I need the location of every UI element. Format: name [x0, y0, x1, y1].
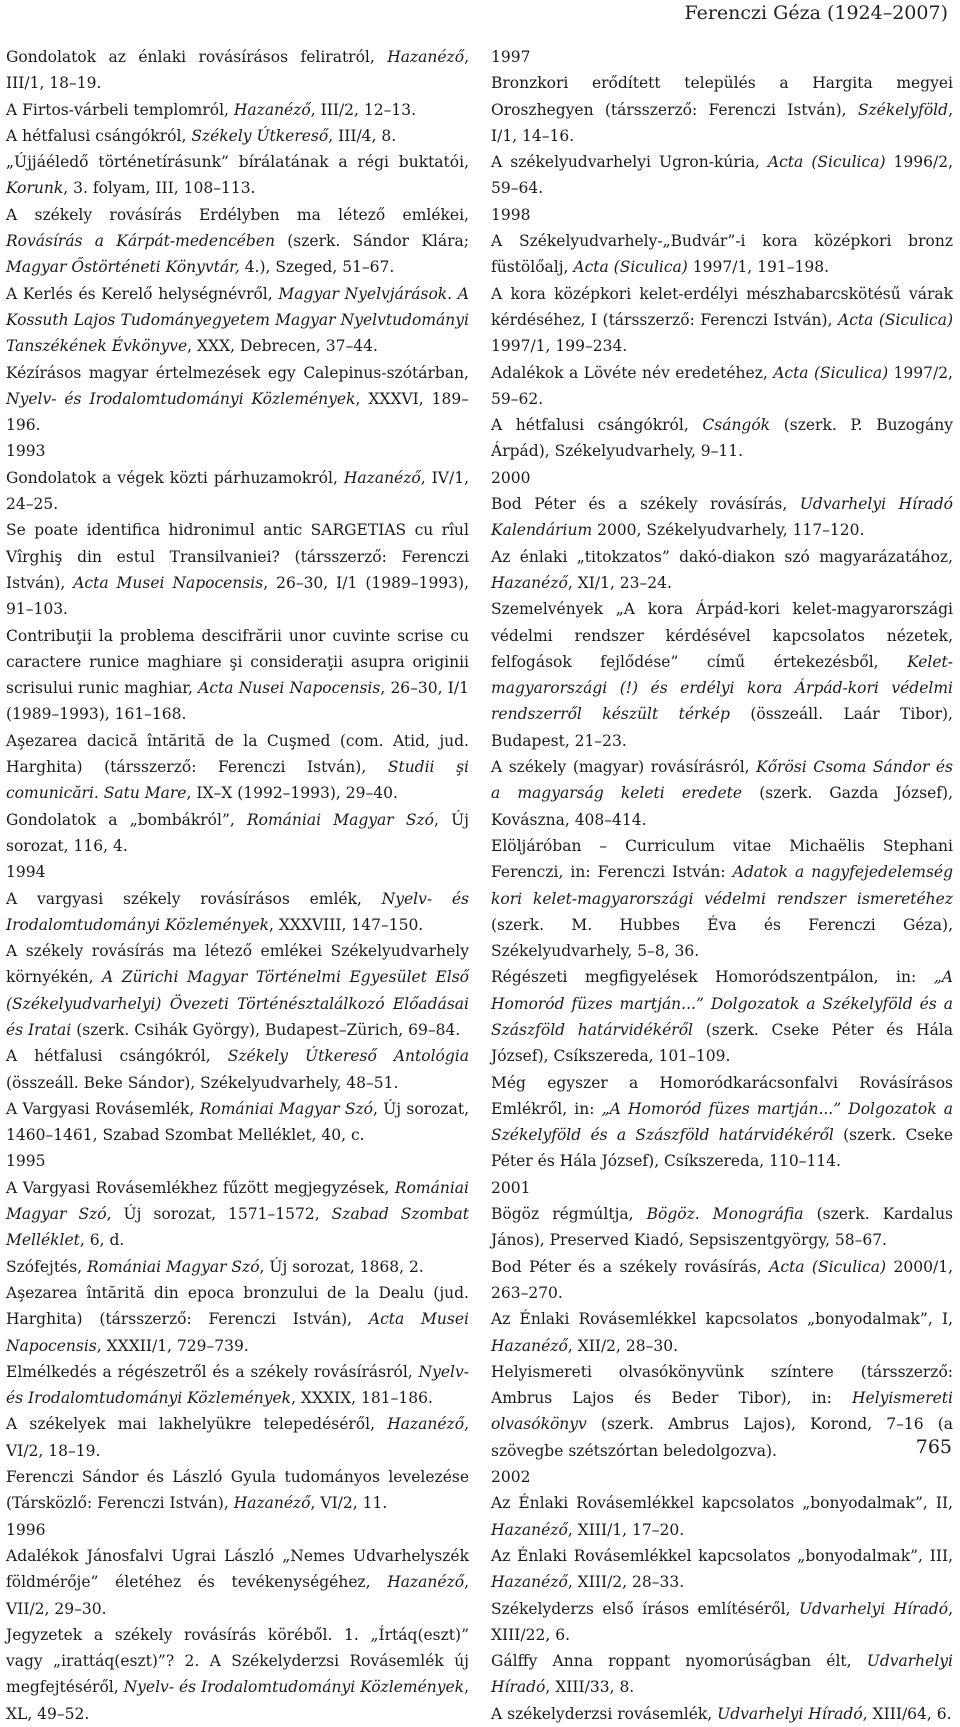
bibliography-entry — [6, 360, 469, 439]
bibliography-entry — [491, 1306, 953, 1359]
bibliography-entry — [6, 728, 469, 807]
year-heading — [491, 1464, 953, 1490]
left-column — [6, 44, 469, 1727]
publication-title: Székely Útkereső — [191, 126, 329, 145]
entry-text: (szerk. P. Buzogány Árpád), Székelyudvarhely, 9–11. — [491, 416, 953, 461]
publication-title: Udvarhelyi Híradó — [491, 1652, 953, 1697]
publication-title: Csángók — [702, 416, 771, 435]
entry-text: A Székelyudvarhely-„Budvár”-i kora középkori bronz füstölőalj, — [491, 232, 953, 277]
entry-text: Régészeti megfigyelések Homoródszentpálon, in: — [491, 968, 934, 987]
entry-text: , VI/2, 11. — [310, 1494, 388, 1513]
bibliography-entry — [6, 938, 469, 1043]
entry-text: Kézírásos magyar értelmezések egy Calepinus-szótárban, — [6, 363, 469, 382]
entry-text: Székelyderzs első írásos említéséről, — [491, 1599, 799, 1618]
entry-text: Elmélkedés a régészetről és a székely rovásírásról, — [6, 1362, 419, 1381]
publication-title: Nyelv- és Irodalomtudományi Közlemények — [6, 389, 356, 408]
entry-text: Ferenczi Sándor és László Gyula tudományos levelezése (Társközlő: Ferenczi István), — [6, 1468, 469, 1513]
publication-title: Romániai Magyar Szó — [6, 1178, 469, 1224]
bibliography-entry — [6, 465, 469, 518]
publication-title: Acta Musei Napocensis — [6, 1310, 469, 1355]
bibliography-entry — [6, 123, 469, 149]
publication-title: Magyar Őstörténeti Könyvtár, — [6, 258, 240, 277]
publication-title: Udvarhelyi Híradó — [798, 1599, 949, 1618]
bibliography-entry — [491, 964, 953, 1069]
bibliography-entry — [6, 886, 469, 939]
publication-title: Székely Útkereső Antológia — [227, 1047, 469, 1066]
entry-text: Gálffy Anna roppant nyomorúságban élt, — [491, 1652, 867, 1671]
year-heading — [6, 438, 469, 464]
bibliography-entry — [491, 149, 953, 202]
entry-text: , IV/1, 24–25. — [6, 468, 470, 514]
publication-title: Bögöz. Monográfia — [646, 1205, 804, 1224]
entry-text: A székelyderzsi rovásemlék, — [491, 1704, 718, 1723]
entry-text: Aşezarea dacică întărită de la Cuşmed (com. Atid, jud. Harghita) (társszerző: Ferenczi István), — [6, 731, 469, 777]
publication-title: Romániai Magyar Szó — [87, 1257, 260, 1276]
bibliography-entry — [6, 202, 469, 281]
publication-title: Hazanéző — [491, 1520, 568, 1539]
entry-text: A hétfalusi csángókról, — [491, 416, 703, 435]
publication-title: Adatok a nagyfejedelemség kori kelet-magyarországi védelmi rendszer ismeretéhez — [491, 863, 953, 908]
publication-title: Hazanéző — [387, 1573, 465, 1592]
entry-text: 1997/1, 191–198. — [687, 258, 830, 277]
bibliography-entry — [6, 1543, 469, 1622]
entry-text: Jegyzetek a székely rovásírás köréből. 1. „Írtáq(eszt)” vagy „irattáq(eszt)”? 2. A Székelyderzsi Rovásemlék új megfejtéséről, — [6, 1625, 469, 1697]
entry-text: , Új sorozat, 1571–1572, — [106, 1205, 332, 1224]
entry-text: , VI/2, 18–19. — [6, 1415, 469, 1460]
entry-text: Adalékok a Lövéte név eredetéhez, — [491, 363, 774, 382]
publication-title: Hazanéző — [387, 1415, 465, 1434]
entry-text: , III/2, 12–13. — [310, 100, 417, 119]
entry-text: Bronzkori erődített település a Hargita megyei Oroszhegyen (társszerző: Ferenczi István), — [491, 74, 953, 119]
publication-title: „A Homoród füzes martján...” Dolgozatok a Székelyföld és a Szászföld határvidékéről — [491, 1099, 954, 1145]
bibliography-entry — [6, 807, 469, 860]
entry-text: (szerk. Csihák György), Budapest–Zürich, 69–84. — [71, 1020, 461, 1039]
publication-title: Kelet-magyarországi (!) és erdélyi kora Árpád-kori védelmi rendszerről készült térkép — [491, 652, 953, 724]
bibliography-entry — [491, 1201, 953, 1254]
bibliography-entry — [491, 1359, 953, 1464]
bibliography-entry — [6, 1254, 469, 1280]
entry-text: , XXX, Debrecen, 37–44. — [187, 337, 378, 356]
entry-text: 2000 — [491, 468, 531, 487]
entry-text: 2001 — [491, 1178, 531, 1197]
bibliography-entry — [491, 833, 953, 964]
entry-text: , XIII/1, 17–20. — [567, 1520, 685, 1539]
entry-text: 4.), Szeged, 51–67. — [239, 258, 395, 277]
entry-text: 1998 — [491, 205, 531, 224]
entry-text: , I/1, 14–16. — [491, 100, 953, 145]
entry-text: , IX–X (1992–1993), 29–40. — [186, 784, 398, 803]
entry-text: 1995 — [6, 1152, 46, 1171]
right-column — [491, 44, 953, 1727]
entry-text: Adalékok Jánosfalvi Ugrai László „Nemes Udvarhelyszék földmérője” életéhez és tevékenységéhez, — [6, 1546, 469, 1592]
bibliography-entry — [491, 544, 953, 597]
bibliography-entry — [6, 44, 469, 97]
publication-title: Hazanéző — [491, 1573, 568, 1592]
bibliography-entry — [6, 1043, 469, 1096]
entry-text: (szerk. Cseke Péter és Hála József), Csíkszereda, 101–109. — [491, 1020, 954, 1066]
entry-text: Bögöz régmúltja, — [491, 1205, 647, 1224]
publication-title: Romániai Magyar Szó — [246, 810, 434, 829]
bibliography-entry — [6, 281, 469, 360]
bibliography-entry — [6, 517, 469, 622]
publication-title: Romániai Magyar Szó — [199, 1099, 373, 1118]
bibliography-entry — [491, 1490, 953, 1543]
entry-text: Gondolatok az énlaki rovásírásos feliratról, — [6, 48, 388, 66]
entry-text: , 6, d. — [79, 1231, 125, 1250]
entry-text: Az Énlaki Rovásemlékkel kapcsolatos „bonyodalmak”, I, — [491, 1310, 953, 1329]
entry-text: A kora középkori kelet-erdélyi mészhabarcskötésű várak kérdéséhez, I (társszerző: Ferenczi István), — [491, 284, 953, 329]
entry-text: A székelyudvarhelyi Ugron-kúria, — [491, 153, 768, 172]
bibliography-entry — [491, 1596, 953, 1649]
year-heading — [491, 1175, 953, 1201]
bibliography-entry — [6, 149, 469, 202]
publication-title: „A Homoród füzes martján...” Dolgozatok a Székelyföld és a Szászföld határvidékéről — [491, 968, 953, 1039]
publication-title: Korunk — [6, 179, 64, 198]
year-heading — [6, 859, 469, 885]
publication-title: Hazanéző — [343, 468, 421, 487]
bibliography-entry — [6, 1359, 469, 1412]
entry-text: A székely (magyar) rovásírásról, — [491, 758, 757, 777]
entry-text: A székely rovásírás Erdélyben ma létező emlékei, — [6, 205, 469, 224]
publication-title: Magyar Nyelvjárások. A Kossuth Lajos Tudományegyetem Magyar Nyelvtudományi Tanszékének Évkönyve — [6, 284, 470, 356]
entry-text: 1994 — [6, 863, 46, 882]
publication-title: Hazanéző — [387, 48, 465, 66]
bibliography-entry — [491, 228, 953, 281]
publication-title: Acta Musei Napocensis — [73, 573, 264, 592]
entry-text: (szerk. Cseke Péter és Hála József), Csíkszereda, 110–114. — [491, 1126, 953, 1171]
publication-title: Nyelv- és Irodalomtudományi Közlemények — [6, 889, 469, 934]
publication-title: Acta (Siculica) — [773, 363, 889, 382]
publication-title: Helyismereti olvasókönyv — [491, 1389, 953, 1434]
entry-text: 1997/2, 59–62. — [491, 363, 953, 408]
entry-text: A székelyek mai lakhelyükre telepedéséről, — [6, 1415, 388, 1434]
year-heading — [491, 465, 953, 491]
bibliography-entry — [491, 1648, 953, 1701]
entry-text: Gondolatok a „bombákról”, — [6, 810, 247, 829]
entry-text: Helyismereti olvasókönyvünk színtere (társszerző: Ambrus Lajos és Beder Tibor), in: — [491, 1362, 953, 1408]
bibliography-entry — [491, 1070, 953, 1175]
entry-text: , XIII/33, 8. — [545, 1678, 635, 1697]
bibliography-entry — [491, 281, 953, 360]
entry-text: A Vargyasi Rovásemlékhez fűzött megjegyzések, — [6, 1178, 395, 1197]
entry-text: 1997/1, 199–234. — [491, 337, 628, 356]
publication-title: Kőrösi Csoma Sándor és a magyarság keleti eredete — [491, 758, 954, 803]
bibliography-entry — [6, 1622, 469, 1727]
publication-title: Acta (Siculica) — [767, 153, 886, 172]
entry-text: Aşezarea întărită din epoca bronzului de la Dealu (jud. Harghita) (társszerző: Ferenczi István), — [6, 1283, 469, 1329]
entry-text: , XII/2, 28–30. — [567, 1336, 679, 1355]
publication-title: Rovásírás a Kárpát-medencében — [6, 232, 275, 251]
year-heading — [6, 1148, 469, 1174]
bibliography-entry — [491, 1254, 953, 1307]
entry-text: A hétfalusi csángókról, — [6, 126, 192, 145]
entry-text: , XXXII/1, 729–739. — [96, 1336, 249, 1355]
entry-text: (összeáll. Laár Tibor), Budapest, 21–23. — [491, 705, 953, 750]
entry-text: (szerk. Sándor Klára; — [275, 232, 469, 251]
publication-title: Nyelv- és Irodalomtudományi Közlemények — [123, 1678, 465, 1697]
bibliography-entry — [6, 1464, 469, 1517]
entry-text: , XI/1, 23–24. — [567, 573, 672, 592]
entry-text: , 3. folyam, III, 108–113. — [63, 179, 256, 198]
entry-text: 1996/2, 59–64. — [491, 153, 954, 198]
entry-text: Szemelvények „A kora Árpád-kori kelet-magyarországi védelmi rendszer kérdésével kapcsolatos nézetek, felfogások fejlődése” című értekezésből, — [491, 600, 953, 671]
entry-text: 1993 — [6, 442, 46, 461]
entry-text: , VII/2, 29–30. — [6, 1573, 469, 1618]
entry-text: (összeáll. Beke Sándor), Székelyudvarhely, 48–51. — [6, 1073, 399, 1092]
entry-text: , XIII/2, 28–33. — [567, 1573, 685, 1592]
entry-text: 2002 — [491, 1468, 531, 1487]
entry-text: (szerk. Ambrus Lajos), Korond, 7–16 (a szövegbe szétszórtan beledolgozva). — [491, 1415, 953, 1460]
bibliography-entry — [491, 412, 953, 465]
entry-text: , III/1, 18–19. — [6, 48, 469, 93]
entry-text: Bod Péter és a székely rovásírás, — [491, 1257, 770, 1276]
entry-text: (szerk. Gazda József), Kovászna, 408–414. — [491, 784, 953, 829]
publication-title: Szabad Szombat Melléklet — [6, 1205, 469, 1250]
entry-text: Elöljáróban – Curriculum vitae Michaëlis Stephani Ferenczi, in: Ferenczi István: — [491, 836, 953, 882]
entry-text: Szófejtés, — [6, 1257, 88, 1276]
entry-text: A Kerlés és Kerelő helységnévről, — [6, 284, 279, 303]
bibliography-entry — [6, 1175, 469, 1254]
entry-text: Contribuţii la problema descifrării unor cuvinte scrise cu caractere runice maghiare şi consideraţii asupra originii scrisului runic maghiar, — [6, 626, 469, 698]
running-header: Ferenczi Géza (1924–2007) — [684, 2, 948, 24]
entry-text: 2000, Székelyudvarhely, 117–120. — [592, 521, 865, 540]
publication-title: Studii şi comunicări. Satu Mare — [6, 758, 469, 803]
entry-text: A székely rovásírás ma létező emlékei Székelyudvarhely környékén, — [6, 942, 469, 987]
year-heading — [6, 1517, 469, 1543]
publication-title: Acta (Siculica) — [769, 1257, 887, 1276]
entry-text: , XXXVI, 189–196. — [6, 389, 470, 435]
entry-text: Se poate identifica hidronimul antic SARGETIAS cu rîul Vîrghiş din estul Transilvaniei? (társszerző: Ferenczi István), — [6, 521, 469, 592]
page-number: 765 — [915, 1436, 952, 1458]
year-heading — [491, 202, 953, 228]
entry-text: , Új sorozat, 1868, 2. — [259, 1257, 424, 1276]
entry-text: 1996 — [6, 1520, 46, 1539]
publication-title: Acta (Siculica) — [838, 310, 953, 329]
entry-text: „Újjáéledő történetírásunk” bírálatának a régi buktatói, — [6, 153, 469, 172]
entry-text: , XIII/22, 6. — [491, 1599, 953, 1644]
entry-text: Az Énlaki Rovásemlékkel kapcsolatos „bonyodalmak”, III, — [491, 1546, 953, 1565]
entry-text: , XXXIX, 181–186. — [291, 1389, 433, 1408]
bibliography-entry — [491, 1701, 953, 1727]
bibliography-entry — [6, 623, 469, 728]
publication-title: A Zürichi Magyar Történelmi Egyesület Első (Székelyudvarhelyi) Övezeti Történésztalálkozó Előadásai és Iratai — [6, 968, 469, 1039]
publication-title: Hazanéző — [491, 1336, 568, 1355]
bibliography-entry — [6, 1280, 469, 1359]
publication-title: Udvarhelyi Híradó — [717, 1704, 863, 1723]
publication-title: Acta Nusei Napocensis — [198, 679, 381, 698]
entry-text: (szerk. M. Hubbes Éva és Ferenczi Géza), Székelyudvarhely, 5–8, 36. — [491, 915, 953, 961]
entry-text: Az énlaki „titokzatos” dakó-diakon szó magyarázatához, — [491, 547, 953, 566]
entry-text: 1997 — [491, 48, 531, 66]
bibliography-entry — [491, 70, 953, 149]
entry-text: , 26–30, I/1 (1989–1993), 91–103. — [6, 573, 470, 619]
entry-text: , XXXVIII, 147–150. — [269, 915, 424, 934]
entry-text: A Vargyasi Rovásemlék, — [6, 1099, 200, 1118]
publication-title: Hazanéző — [491, 573, 568, 592]
entry-text: , 26–30, I/1 (1989–1993), 161–168. — [6, 679, 469, 724]
bibliography-entry — [491, 596, 953, 754]
bibliography-entry — [6, 1411, 469, 1464]
publication-title: Nyelv- és Irodalomtudományi Közlemények — [6, 1362, 469, 1408]
entry-text: , XL, 49–52. — [6, 1678, 470, 1723]
entry-text: 2000/1, 263–270. — [491, 1257, 954, 1302]
entry-text: A hétfalusi csángókról, — [6, 1047, 228, 1066]
entry-text: Bod Péter és a székely rovásírás, — [491, 495, 800, 514]
entry-text: (szerk. Kardalus János), Preserved Kiadó, Sepsiszentgyörgy, 58–67. — [491, 1205, 954, 1250]
publication-title: Hazanéző — [233, 100, 311, 119]
publication-title: Hazanéző — [233, 1494, 311, 1513]
entry-text: Gondolatok a végek közti párhuzamokról, — [6, 468, 344, 487]
bibliography-entry — [491, 1543, 953, 1596]
bibliography-entry — [491, 360, 953, 413]
entry-text: , III/4, 8. — [328, 126, 397, 145]
entry-text: Az Énlaki Rovásemlékkel kapcsolatos „bonyodalmak”, II, — [491, 1494, 953, 1513]
year-heading — [491, 44, 953, 70]
publication-title: Acta (Siculica) — [573, 258, 688, 277]
bibliography-entry — [491, 754, 953, 833]
entry-text: Még egyszer a Homoródkarácsonfalvi Rovásírásos Emlékről, in: — [491, 1073, 953, 1118]
bibliography-entry — [6, 97, 469, 123]
entry-text: , Új sorozat, 1460–1461, Szabad Szombat Melléklet, 40, c. — [6, 1099, 469, 1145]
entry-text: , XIII/64, 6. — [862, 1704, 952, 1723]
entry-text: , Új sorozat, 116, 4. — [6, 810, 469, 855]
publication-title: Székelyföld — [857, 100, 949, 119]
publication-title: Udvarhelyi Híradó Kalendárium — [491, 495, 953, 540]
bibliography-entry — [6, 1096, 469, 1149]
entry-text: A vargyasi székely rovásírásos emlék, — [6, 889, 382, 908]
entry-text: A Firtos-várbeli templomról, — [6, 100, 234, 119]
bibliography-entry — [491, 491, 953, 544]
